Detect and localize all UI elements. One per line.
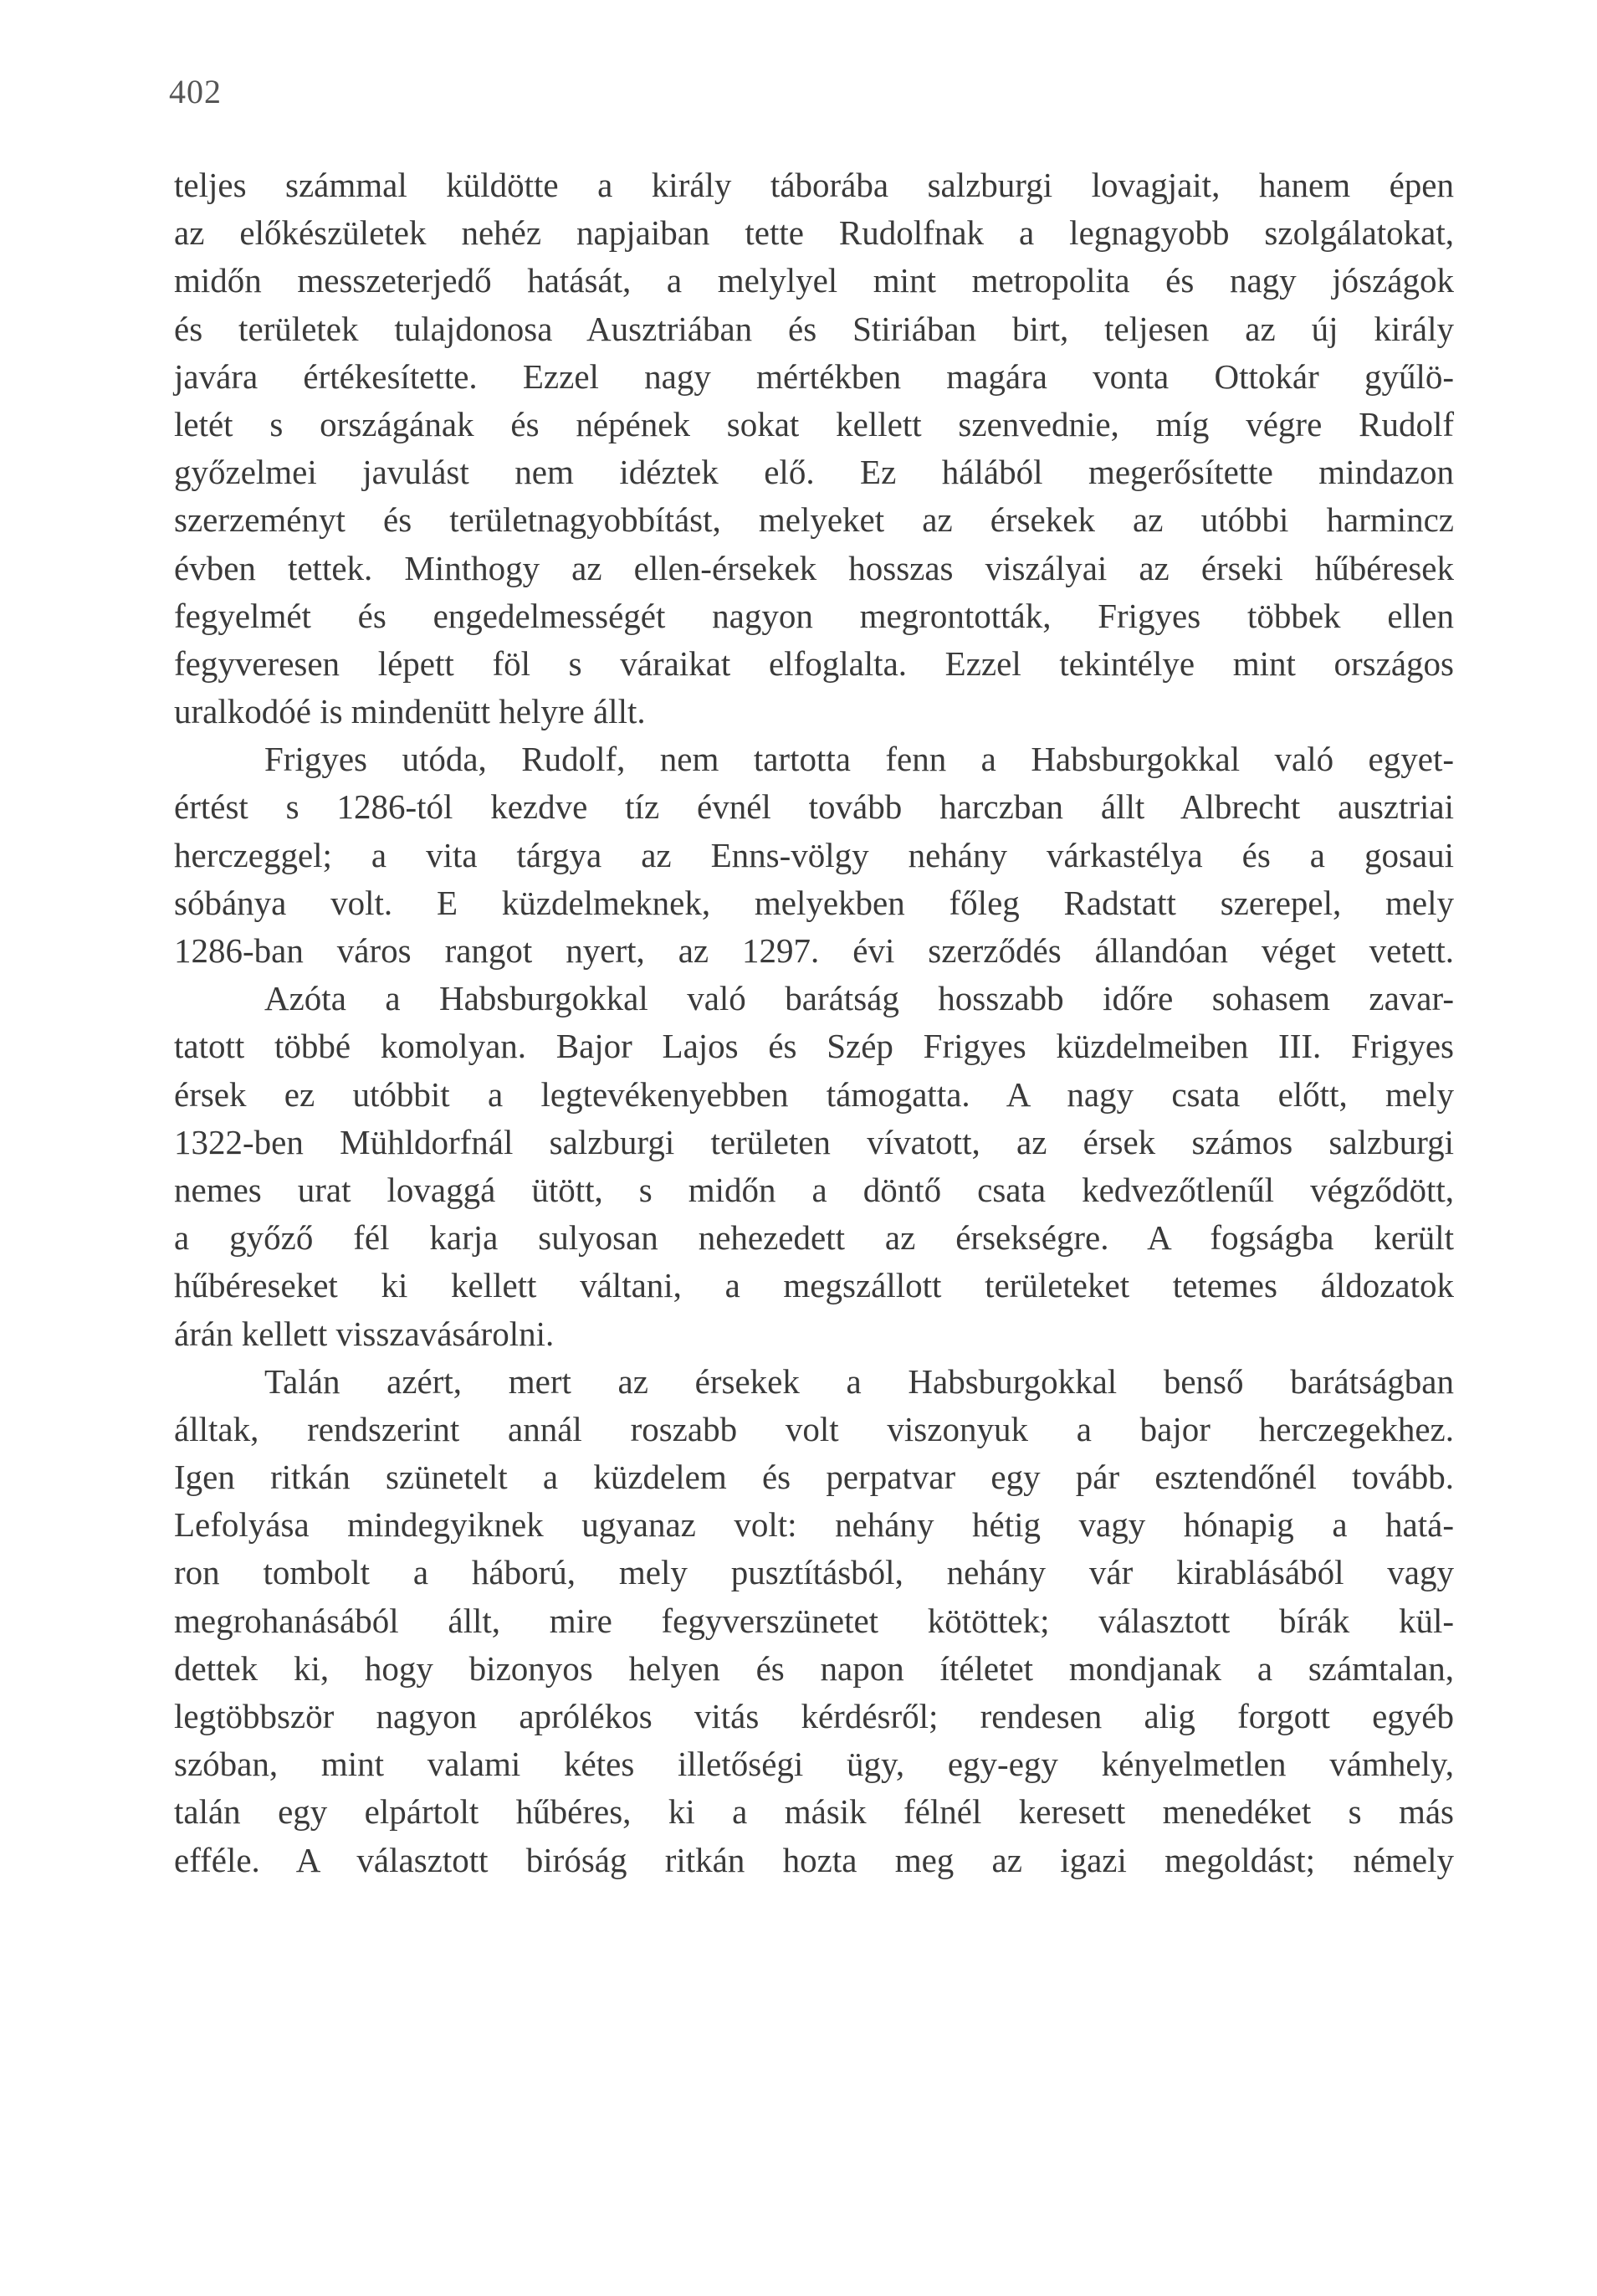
text-line: évben tettek. Minthogy az ellen-érsekek hosszas viszályai az érseki hűbéresek bbox=[174, 548, 1454, 587]
text-line: hűbéreseket ki kellett váltani, a megszállott területeket tetemes áldozatok bbox=[174, 1266, 1454, 1305]
text-line: herczeggel; a vita tárgya az Enns-völgy nehány várkastélya és a gosaui bbox=[174, 835, 1454, 874]
text-line: fegyelmét és engedelmességét nagyon megrontották, Frigyes többek ellen bbox=[174, 596, 1454, 635]
text-line: javára értékesítette. Ezzel nagy mértékben magára vonta Ottokár gyűlö- bbox=[174, 356, 1454, 396]
text-line: tatott többé komolyan. Bajor Lajos és Szép Frigyes küzdelmeiben III. Frigyes bbox=[174, 1027, 1454, 1066]
text-line: az előkészületek nehéz napjaiban tette Rudolfnak a legnagyobb szolgálatokat, bbox=[174, 213, 1454, 253]
text-line: Lefolyása mindegyiknek ugyanaz volt: nehány hétig vagy hónapig a hatá- bbox=[174, 1505, 1454, 1545]
text-line: 1322-ben Mühldorfnál salzburgi területen vívatott, az érsek számos salzburgi bbox=[174, 1122, 1454, 1161]
text-line: talán egy elpártolt hűbéres, ki a másik félnél keresett menedéket s más bbox=[174, 1792, 1454, 1832]
text-line: és területek tulajdonosa Ausztriában és Stiriában birt, teljesen az új király bbox=[174, 309, 1454, 348]
text-line: a győző fél karja sulyosan nehezedett az érsekségre. A fogságba került bbox=[174, 1218, 1454, 1258]
text-line: Igen ritkán szünetelt a küzdelem és perpatvar egy pár esztendőnél tovább. bbox=[174, 1458, 1454, 1497]
text-line: árán kellett visszavásárolni. bbox=[174, 1314, 555, 1353]
text-line: nemes urat lovaggá ütött, s midőn a döntő csata kedvezőtlenűl végződött, bbox=[174, 1170, 1454, 1209]
text-line: győzelmei javulást nem idéztek elő. Ez hálából megerősítette mindazon bbox=[174, 453, 1454, 492]
body-text bbox=[174, 161, 1454, 1884]
paragraph-start-line: Azóta a Habsburgokkal való barátság hosszabb időre sohasem zavar- bbox=[264, 979, 1454, 1018]
paragraph-start-line: Talán azért, mert az érsekek a Habsburgokkal benső barátságban bbox=[264, 1361, 1454, 1401]
text-line: értést s 1286-tól kezdve tíz évnél tovább harczban állt Albrecht ausztriai bbox=[174, 787, 1454, 827]
text-line: ron tombolt a háború, mely pusztításból, nehány vár kirablásából vagy bbox=[174, 1553, 1454, 1592]
text-line: sóbánya volt. E küzdelmeknek, melyekben főleg Radstatt szerepel, mely bbox=[174, 883, 1454, 922]
text-line: szóban, mint valami kétes illetőségi ügy, egy-egy kényelmetlen vámhely, bbox=[174, 1745, 1454, 1784]
text-line: érsek ez utóbbit a legtevékenyebben támogatta. A nagy csata előtt, mely bbox=[174, 1074, 1454, 1114]
text-line: fegyveresen lépett föl s váraikat elfoglalta. Ezzel tekintélye mint országos bbox=[174, 643, 1454, 683]
text-line: dettek ki, hogy bizonyos helyen és napon ítéletet mondjanak a számtalan, bbox=[174, 1648, 1454, 1688]
text-line: teljes számmal küldötte a király táborába salzburgi lovagjait, hanem épen bbox=[174, 166, 1454, 204]
text-line: 1286-ban város rangot nyert, az 1297. évi szerződés állandóan véget vetett. bbox=[174, 931, 1454, 970]
text-line: midőn messzeterjedő hatását, a melylyel mint metropolita és nagy jószágok bbox=[174, 261, 1454, 300]
text-line: álltak, rendszerint annál roszabb volt viszonyuk a bajor herczegekhez. bbox=[174, 1409, 1454, 1448]
page-number: 402 bbox=[169, 73, 222, 110]
text-line: letét s országának és népének sokat kellett szenvednie, míg végre Rudolf bbox=[174, 404, 1454, 443]
text-line: legtöbbször nagyon aprólékos vitás kérdésről; rendesen alig forgott egyéb bbox=[174, 1697, 1454, 1735]
text-line: uralkodóé is mindenütt helyre állt. bbox=[174, 692, 646, 731]
text-line: megrohanásából állt, mire fegyverszünetet kötöttek; választott bírák kül- bbox=[174, 1601, 1454, 1640]
paragraph-start-line: Frigyes utóda, Rudolf, nem tartotta fenn a Habsburgokkal való egyet- bbox=[264, 740, 1454, 779]
text-line: efféle. A választott biróság ritkán hozta meg az igazi megoldást; némely bbox=[174, 1840, 1454, 1879]
text-line: szerzeményt és területnagyobbítást, melyeket az érsekek az utóbbi harmincz bbox=[174, 500, 1454, 540]
